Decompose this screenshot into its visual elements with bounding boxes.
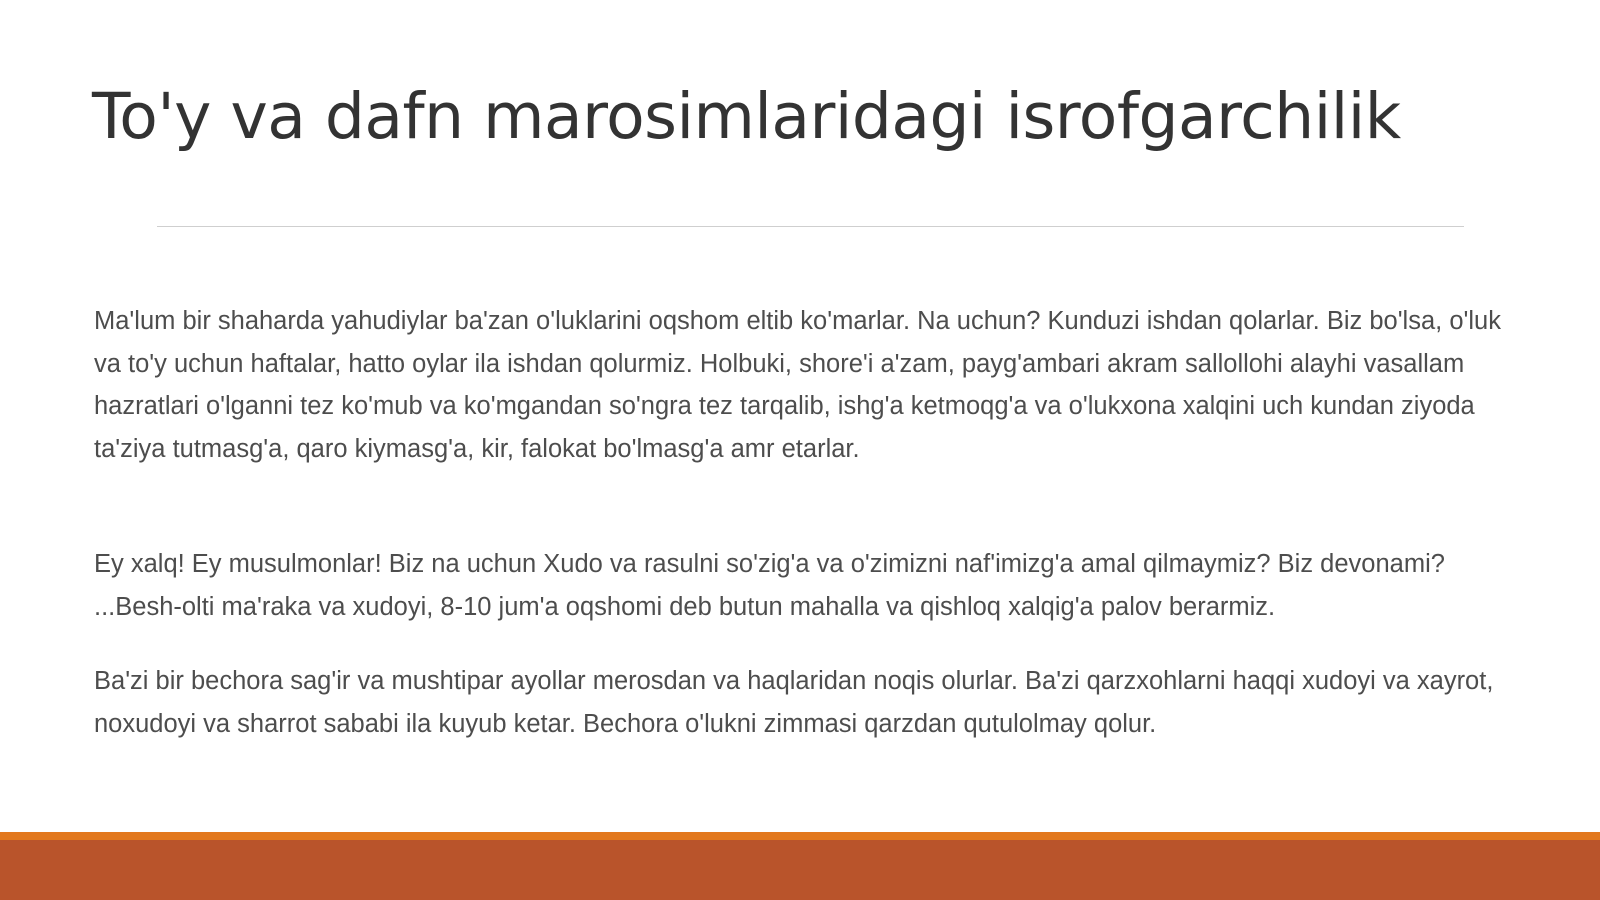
footer-accent-line (0, 832, 1600, 840)
slide-title: To'y va dafn marosimlaridagi isrofgarchilik (92, 80, 1401, 153)
body-paragraph-1: Ma'lum bir shaharda yahudiylar ba'zan o'luklarini oqshom eltib ko'marlar. Na uchun? Kunduzi ishdan qolarlar. Biz bo'lsa, o'luk va to'y uchun haftalar, hatto oylar ila ishdan qolurmiz. Holbuki, shore'i a'zam, payg'ambari akram sallollohi alayhi vasallam hazratlari o'lganni tez ko'mub va ko'mgandan so'ngra tez tarqalib, ishg'a ketmoqg'a va o'lukxona xalqini uch kundan ziyoda ta'ziya tutmasg'a, qaro kiymasg'a, kir, falokat bo'lmasg'a amr etarlar. (94, 307, 1501, 463)
slide-body (94, 300, 1514, 745)
footer-band (0, 840, 1600, 900)
title-divider (157, 226, 1464, 227)
body-paragraph-2: Ey xalq! Ey musulmonlar! Biz na uchun Xudo va rasulni so'zig'a va o'zimizni naf'imizg'a amal qilmaymiz? Biz devonami? ...Besh-olti ma'raka va xudoyi, 8-10 jum'a oqshomi deb butun mahalla va qishloq xalqig'a palov berarmiz. (94, 550, 1445, 621)
body-paragraph-3: Ba'zi bir bechora sag'ir va mushtipar ayollar merosdan va haqlaridan noqis olurlar. Ba'zi qarzxohlarni haqqi xudoyi va xayrot, noxudoyi va sharrot sababi ila kuyub ketar. Bechora o'lukni zimmasi qarzdan qutulolmay qolur. (94, 667, 1494, 738)
